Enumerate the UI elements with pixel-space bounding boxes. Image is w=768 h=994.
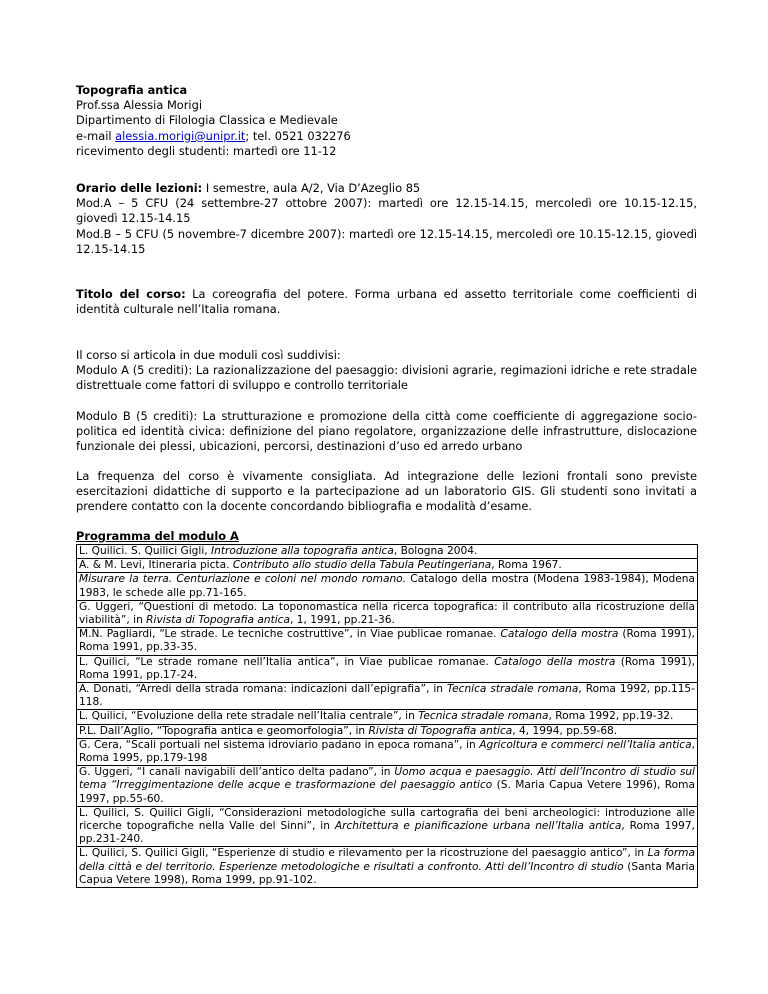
frequency-text: La frequenza del corso è vivamente consigliata. Ad integrazione delle lezioni frontali sono previste esercitazioni didattiche di supporto e la partecipazione ad un laboratorio GIS. Gli studenti sono invitati a prendere contatto con la docente concordando bibliografia e modalità d’esame. — [76, 469, 697, 514]
table-row — [77, 847, 698, 888]
bibliography-entry — [77, 806, 698, 847]
schedule-label: Orario delle lezioni: — [76, 181, 203, 195]
title-section — [76, 287, 697, 317]
entry-text: L. Quilici, “Evoluzione della rete stradale nell’Italia centrale”, in — [79, 710, 419, 723]
entry-italic-text: Catalogo della mostra — [500, 628, 619, 641]
entry-text: A. Donati, “Arredi della strada romana: indicazioni dall’epigrafia”, in — [79, 683, 447, 696]
entry-text: G. Cera, “Scali portuali nel sistema idroviario padano in epoca romana”, in — [79, 738, 480, 751]
entry-text: (Santa Maria Capua Vetere 1998), Roma 1999, pp.91-102. — [79, 860, 695, 886]
professor-name: Prof.ssa Alessia Morigi — [76, 98, 202, 113]
entry-text: Catalogo della mostra (Modena 1983-1984), Modena 1983, le schede alle pp.71-165. — [79, 573, 696, 599]
table-row — [77, 724, 698, 738]
bibliography-entry — [77, 738, 698, 765]
modules-intro: Il corso si articola in due moduli così suddivisi: — [76, 348, 341, 362]
entry-italic-text: Agricoltura e commerci nell’Italia antica — [479, 738, 692, 751]
entry-text: M.N. Pagliardi, “Le strade. Le tecniche costruttive”, in Viae publicae romanae. — [79, 628, 501, 641]
module-b-section — [76, 409, 697, 455]
table-row — [77, 655, 698, 682]
course-title: Topografia antica — [76, 83, 188, 97]
entry-text: , Roma 1995, pp.179-198 — [79, 738, 695, 765]
entry-italic-text: Rivista di Topografia antica — [368, 724, 513, 737]
email-link[interactable]: alessia.morigi@unipr.it — [115, 128, 246, 143]
frequency-section — [76, 469, 697, 515]
module-a-description: Modulo A (5 crediti): La razionalizzazione del paesaggio: divisioni agrarie, regimazioni idriche e rete stradale distrettuale come fattori di sviluppo e controllo territoriale — [76, 363, 697, 393]
bibliography-entry — [77, 724, 698, 738]
entry-italic-text: Catalogo della mostra — [494, 655, 616, 668]
bibliography-entry — [77, 766, 698, 807]
entry-text: L. Quilici, “Le strade romane nell’Italia antica”, in Viae publicae romanae. — [79, 655, 495, 668]
entry-text: L. Quilici. S. Quilici Gigli, — [79, 545, 211, 557]
bibliography-entry — [77, 710, 698, 724]
entry-text: L. Quilici, S. Quilici Gigli, “Esperienze di studio e rilevamento per la ricostruzione del paesaggio antico”, in — [79, 847, 648, 860]
entry-text: , Roma 1967. — [491, 559, 562, 572]
office-hours: ricevimento degli studenti: martedì ore 11-12 — [76, 143, 337, 158]
schedule-mod-b: Mod.B – 5 CFU (5 novembre-7 dicembre 2007): martedì ore 12.15-14.15, mercoledì ore 10.15-12.15, giovedì 12.15-14.15 — [76, 226, 697, 256]
bibliography-entry — [77, 559, 698, 573]
schedule-line — [76, 181, 697, 196]
entry-italic-text: Rivista di Topografia antica — [146, 614, 290, 627]
table-row — [77, 559, 698, 573]
entry-italic-text: La forma della città e del territorio. Esperienze metodologiche e risultati a confronto. Atti dell’Incontro di studio — [79, 847, 695, 873]
course-header — [76, 83, 696, 159]
table-row — [77, 738, 698, 765]
module-b-description: Modulo B (5 crediti): La strutturazione e promozione della città come coefficiente di aggregazione socio-politica ed identità civica: definizione del piano regolatore, organizzazione delle infrastrutture, dislocazione funzionale dei plessi, ubicazioni, percorsi, destinazioni d’uso ed arredo urbano — [76, 409, 697, 454]
phone-text: ; tel. 0521 032276 — [245, 128, 351, 143]
bibliography-entry — [77, 655, 698, 682]
entry-italic-text: Architettura e pianificazione urbana nell’Italia antica — [334, 820, 622, 833]
entry-text: L. Quilici, S. Quilici Gigli, “Considerazioni metodologiche sulla cartografia dei beni archeologici: introduzione alle ricerche topografiche nella Valle del Sinni”, in — [79, 806, 695, 833]
course-subject — [76, 287, 697, 317]
bibliography-entry — [77, 545, 698, 559]
entry-text: G. Uggeri, “I canali navigabili dell’antico delta padano”, in — [79, 766, 395, 779]
entry-text: , Roma 1992, pp.115-118. — [79, 683, 695, 709]
entry-text: , 4, 1994, pp.59-68. — [512, 724, 618, 737]
title-text: La coreografia del potere. Forma urbana ed assetto territoriale come coefficienti di identità culturale nell’Italia romana. — [76, 287, 697, 317]
entry-text: (S. Maria Capua Vetere 1996), Roma 1997, pp.55-60. — [79, 779, 695, 805]
entry-italic-text: Uomo acqua e paesaggio. Atti dell’Incontro di studio sul tema “Irreggimentazione delle acque e trasformazione del paesaggio antico — [79, 766, 695, 792]
table-row — [77, 710, 698, 724]
entry-italic-text: Tecnica stradale romana — [418, 710, 549, 723]
table-row — [77, 600, 698, 627]
entry-text: P.L. Dall’Aglio, “Topografia antica e geomorfologia”, in — [79, 724, 369, 737]
bibliography-entry — [77, 847, 698, 888]
table-row — [77, 545, 698, 559]
title-label: Titolo del corso: — [76, 287, 186, 301]
bibliography-table — [76, 544, 698, 888]
schedule-text: I semestre, aula A/2, Via D’Azeglio 85 — [202, 181, 421, 195]
table-row — [77, 573, 698, 600]
entry-text: , 1, 1991, pp.21-36. — [289, 614, 395, 627]
entry-text: , Bologna 2004. — [393, 545, 478, 557]
bibliography-entry — [77, 628, 698, 655]
entry-text: (Roma 1991), Roma 1991, pp.33-35. — [79, 628, 695, 654]
entry-text: G. Uggeri, “Questioni di metodo. La toponomastica nella ricerca topografica: il contributo alla ricostruzione della viabilità”, in — [79, 600, 695, 627]
email-prefix: e-mail — [76, 128, 116, 143]
schedule-section — [76, 181, 697, 257]
program-heading: Programma del modulo A — [76, 529, 239, 543]
table-row — [77, 806, 698, 847]
schedule-mod-a: Mod.A – 5 CFU (24 settembre-27 ottobre 2007): martedì ore 12.15-14.15, mercoledì ore 10.15-12.15, giovedì 12.15-14.15 — [76, 196, 697, 226]
bibliography-entry — [77, 683, 698, 710]
contact-line — [76, 129, 696, 144]
entry-italic-text: Introduzione alla topografia antica — [211, 545, 394, 557]
entry-text: , Roma 1997, pp.231-240. — [79, 820, 696, 846]
table-row — [77, 683, 698, 710]
bibliography-entry — [77, 600, 698, 627]
entry-italic-text: Contributo allo studio della Tabula Peutingeriana — [232, 559, 492, 572]
modules-section — [76, 348, 697, 394]
bibliography-entry — [77, 573, 698, 600]
department-name: Dipartimento di Filologia Classica e Medievale — [76, 113, 338, 128]
entry-italic-text: Misurare la terra. Centuriazione e coloni nel mondo romano. — [79, 573, 407, 586]
table-row — [77, 628, 698, 655]
entry-italic-text: Tecnica stradale romana — [446, 683, 579, 696]
entry-text: (Roma 1991), Roma 1991, pp.17-24. — [79, 655, 696, 681]
entry-text: A. & M. Levi, Itineraria picta. — [79, 559, 233, 572]
entry-text: , Roma 1992, pp.19-32. — [548, 710, 674, 723]
table-row — [77, 766, 698, 807]
